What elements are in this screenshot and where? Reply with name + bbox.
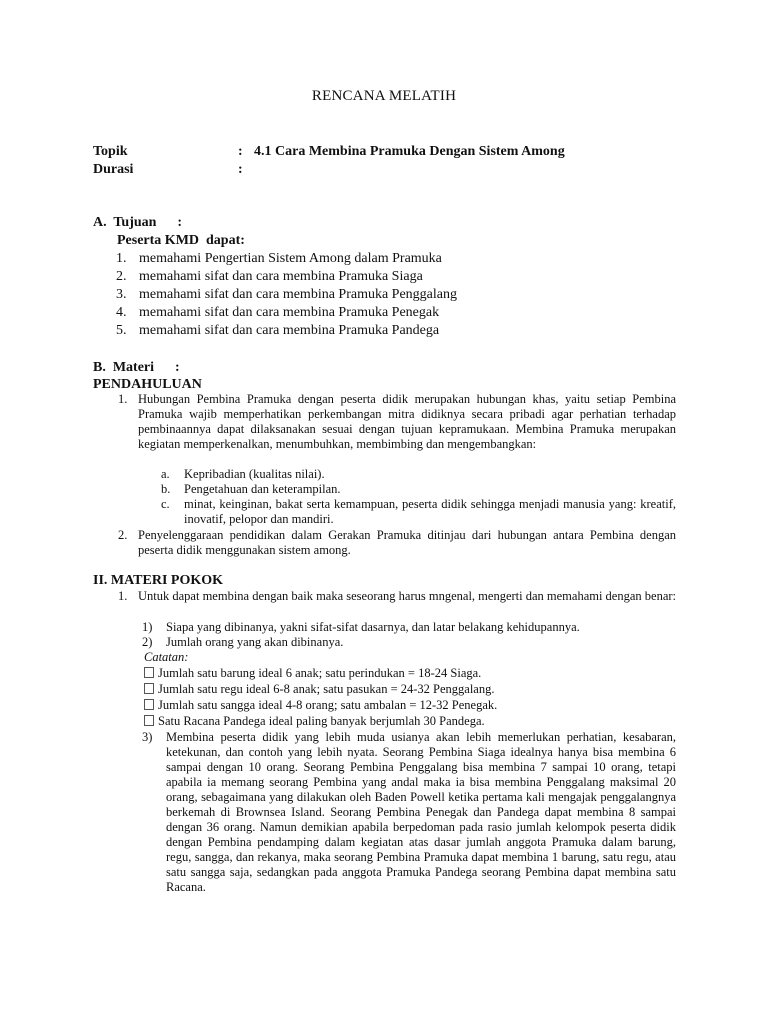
topik-label: Topik bbox=[93, 144, 128, 159]
pokok-paragraph: Untuk dapat membina dengan baik maka seseorang harus mngenal, mengerti dan memahami dengan benar: bbox=[138, 589, 677, 603]
materi-pokok-heading: II. MATERI POKOK bbox=[93, 573, 224, 588]
catatan-note-text: Satu Racana Pandega ideal paling banyak berjumlah 30 Pandega. bbox=[158, 714, 485, 728]
pokok-sub-num: 2) bbox=[142, 635, 153, 649]
catatan-note bbox=[144, 714, 485, 729]
topik-value: 4.1 Cara Membina Pramuka Dengan Sistem Among bbox=[254, 144, 565, 159]
catatan-note bbox=[144, 666, 481, 681]
catatan-note bbox=[144, 682, 494, 697]
catatan-note-text: Jumlah satu barung ideal 6 anak; satu perindukan = 18-24 Siaga. bbox=[158, 666, 482, 680]
materi-heading: B. Materi : bbox=[93, 360, 180, 375]
tujuan-item-num: 2. bbox=[116, 269, 127, 284]
pokok-long-paragraph: Membina peserta didik yang lebih muda usianya akan lebih memerlukan perhatian, kesabaran, ketekunan, dan contoh yang lebih nyata. Seorang Pembina Siaga idealnya hanya bisa membina 6 sampai dengan 10 orang. Seorang Pembina Penggalang bisa membina 7 sampai 10 orang, tetapi apabila ia memang seorang Pembina yang andal maka ia bisa membina Penggalang maksimal 20 orang, sebagaimana yang dilakukan oleh Baden Powell ketika pertama kali mengajak penggalangnya berkemah di Brownsea Island. Seorang Pembina Penegak dan Pandega dapat membina 8 sampai dengan 36 orang. Namun demikian apabila berpedoman pada rasio jumlah kelompok peserta didik dengan Pembina pendamping dalam kegiatan atas dasar jumlah anggota Pramuka dalam barung, regu, sangga, dan rekanya, maka seorang Pembina Pramuka dapat membina 1 barung, satu regu, atau satu sangga saja, sedangkan pada anggota Pramuka Pandega seorang Pembina dapat membina satu Racana. bbox=[166, 730, 676, 894]
pendahuluan-paragraph: Penyelenggaraan pendidikan dalam Gerakan Pramuka ditinjau dari hubungan antara Pembina dengan peserta didik menggunakan sistem among. bbox=[138, 528, 676, 557]
checkbox-icon bbox=[144, 667, 154, 678]
pokok-sub-num: 1) bbox=[142, 620, 153, 634]
tujuan-item-text: memahami sifat dan cara membina Pramuka Penegak bbox=[139, 305, 440, 320]
tujuan-item-num: 5. bbox=[116, 323, 127, 338]
sub-item-letter: b. bbox=[161, 482, 171, 496]
tujuan-item-text: memahami sifat dan cara membina Pramuka Pandega bbox=[139, 323, 440, 338]
pendahuluan-item-num: 2. bbox=[118, 528, 128, 542]
checkbox-icon bbox=[144, 683, 154, 694]
pokok-sub-num: 3) bbox=[142, 730, 153, 744]
sub-item-letter: a. bbox=[161, 467, 170, 481]
sub-item-text: Kepribadian (kualitas nilai). bbox=[184, 467, 325, 481]
catatan-note-text: Jumlah satu sangga ideal 4-8 orang; satu ambalan = 12-32 Penegak. bbox=[158, 698, 498, 712]
catatan-label: Catatan: bbox=[144, 650, 189, 664]
durasi-colon: : bbox=[238, 162, 243, 177]
pokok-item-num: 1. bbox=[118, 589, 128, 603]
sub-item-text: Pengetahuan dan keterampilan. bbox=[184, 482, 341, 496]
checkbox-icon bbox=[144, 715, 154, 726]
tujuan-intro: Peserta KMD dapat: bbox=[117, 233, 245, 248]
tujuan-item-num: 4. bbox=[116, 305, 127, 320]
document-title: RENCANA MELATIH bbox=[311, 88, 457, 104]
durasi-label: Durasi bbox=[93, 162, 134, 177]
tujuan-item-text: memahami sifat dan cara membina Pramuka Penggalang bbox=[139, 287, 458, 302]
pokok-sub-text: Jumlah orang yang akan dibinanya. bbox=[166, 635, 344, 649]
tujuan-item-num: 1. bbox=[116, 251, 127, 266]
sub-item-text: minat, keinginan, bakat serta kemampuan, peserta didik sehingga menjadi manusia yang: kreatif, inovatif, pelopor dan mandiri. bbox=[184, 497, 676, 526]
tujuan-heading: A. Tujuan : bbox=[93, 215, 183, 230]
topik-colon: : bbox=[238, 144, 243, 159]
pendahuluan-heading: PENDAHULUAN bbox=[93, 377, 202, 392]
catatan-note bbox=[144, 698, 497, 713]
catatan-note-text: Jumlah satu regu ideal 6-8 anak; satu pasukan = 24-32 Penggalang. bbox=[158, 682, 495, 696]
tujuan-item-text: memahami sifat dan cara membina Pramuka Siaga bbox=[139, 269, 423, 284]
tujuan-item-num: 3. bbox=[116, 287, 127, 302]
pokok-sub-text: Siapa yang dibinanya, yakni sifat-sifat dasarnya, dan latar belakang kehidupannya. bbox=[166, 620, 580, 634]
pendahuluan-paragraph: Hubungan Pembina Pramuka dengan peserta didik merupakan hubungan khas, yaitu setiap Pembina Pramuka wajib memperhatikan perkembangan mitra didiknya secara pribadi agar perhatian terhadap pembinaannya dapat dilaksanakan sesuai dengan tujuan kepramukaan. Membina Pramuka merupakan kegiatan memperkenalkan, menumbuhkan, membimbing dan mengembangkan: bbox=[138, 392, 676, 451]
sub-item-letter: c. bbox=[161, 497, 170, 511]
tujuan-item-text: memahami Pengertian Sistem Among dalam Pramuka bbox=[139, 251, 442, 266]
pendahuluan-item-num: 1. bbox=[118, 392, 128, 406]
checkbox-icon bbox=[144, 699, 154, 710]
